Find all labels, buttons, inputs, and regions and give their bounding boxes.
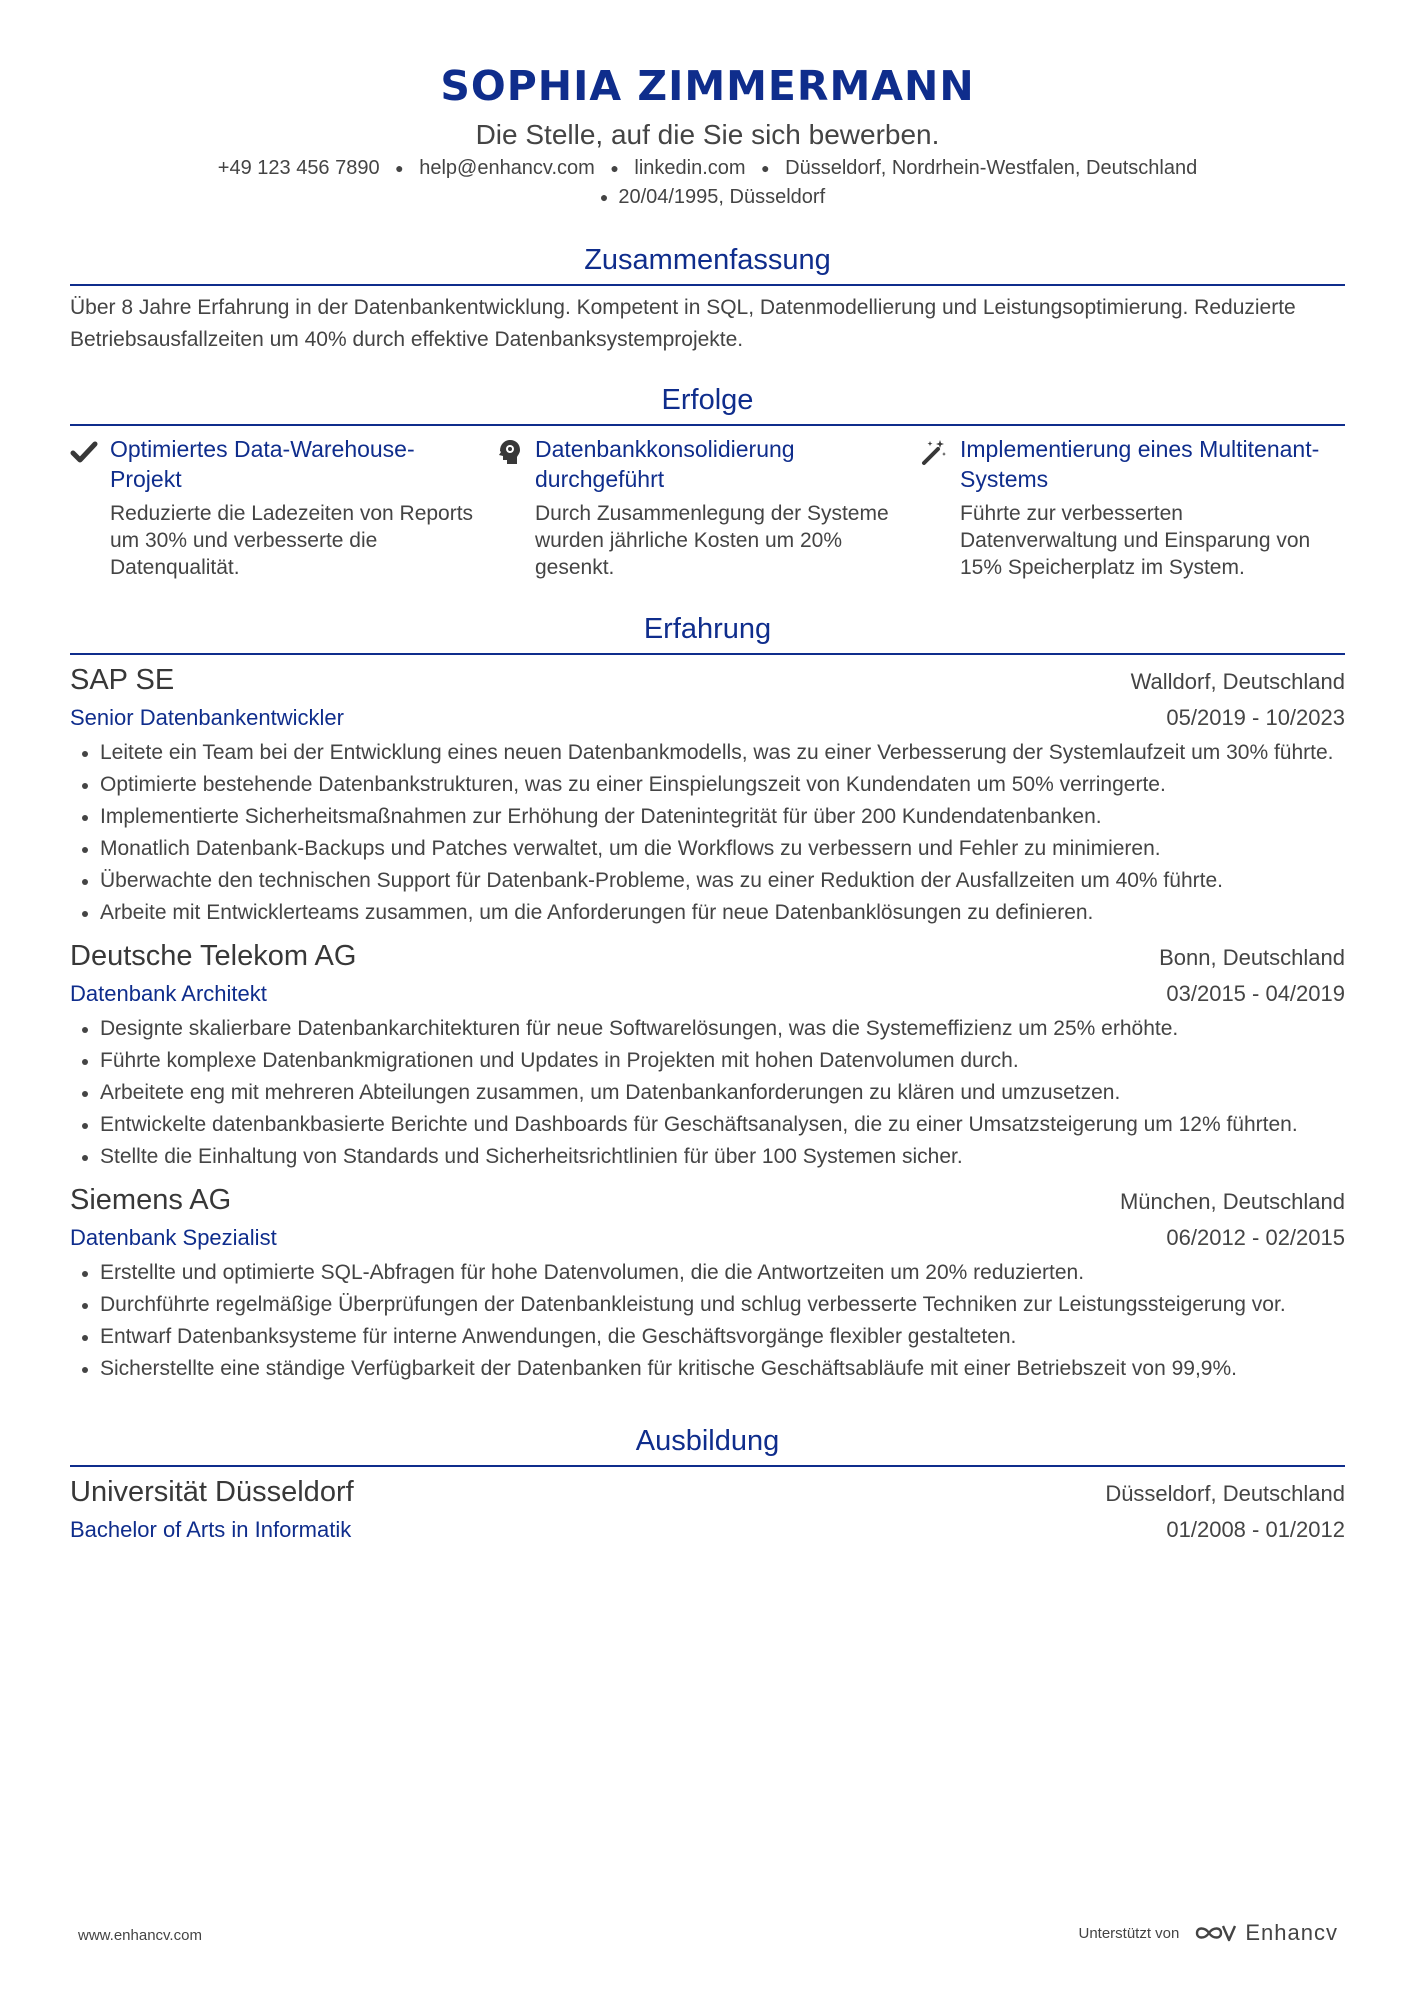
candidate-name: SOPHIA ZIMMERMANN <box>440 62 975 110</box>
separator-dot: ● <box>599 189 609 206</box>
phone: +49 123 456 7890 <box>217 157 380 179</box>
resume-header <box>70 60 1345 212</box>
company-name: Deutsche Telekom AG <box>70 940 357 973</box>
headline: Die Stelle, auf die Sie sich bewerben. <box>475 119 940 150</box>
achievement-description: Reduzierte die Ladezeiten von Reports um 30% und verbesserte die Datenqualität. <box>110 502 474 580</box>
achievement-item <box>920 434 1345 581</box>
achievement-title: Datenbankkonsolidierung durchgeführt <box>535 436 795 493</box>
contact-line-1 <box>70 154 1345 183</box>
separator-dot: ● <box>610 160 619 177</box>
bullet-item: Arbeitete eng mit mehreren Abteilungen zusammen, um Datenbankanforderungen zu klären und umzusetzen. <box>70 1077 1345 1109</box>
achievement-title: Optimiertes Data-Warehouse-Projekt <box>110 436 415 493</box>
degree: Bachelor of Arts in Informatik <box>70 1517 352 1543</box>
job-dates: 06/2012 - 02/2015 <box>1166 1225 1345 1251</box>
job-bullets <box>70 737 1345 929</box>
linkedin-link[interactable]: linkedin.com <box>634 157 746 179</box>
address: Düsseldorf, Nordrhein-Westfalen, Deutschland <box>785 157 1198 179</box>
enhancv-brand: Enhancv <box>1245 1920 1338 1945</box>
achievements-section <box>70 380 1345 581</box>
bullet-item: Sicherstellte eine ständige Verfügbarkeit der Datenbanken für kritische Geschäftsabläufe mit einer Betriebszeit von 99,9%. <box>70 1353 1345 1385</box>
bullet-item: Überwachte den technischen Support für Datenbank-Probleme, was zu einer Reduktion der Ausfallzeiten um 40% führte. <box>70 865 1345 897</box>
achievement-description: Durch Zusammenlegung der Systeme wurden jährliche Kosten um 20% gesenkt. <box>535 502 889 580</box>
job-entry <box>70 1181 1345 1385</box>
footer-branding <box>1078 1920 1338 1946</box>
bullet-item: Leitete ein Team bei der Entwicklung eines neuen Datenbankmodells, was zu einer Verbesserung der Systemlaufzeit um 30% führte. <box>70 737 1345 769</box>
bullet-item: Stellte die Einhaltung von Standards und Sicherheitsrichtlinien für über 100 Systemen sicher. <box>70 1141 1345 1173</box>
checkmark-icon <box>70 434 110 581</box>
summary-text: Über 8 Jahre Erfahrung in der Datenbankentwicklung. Kompetent in SQL, Datenmodellierung und Leistungsoptimierung. Reduzierte Betriebsausfallzeiten um 40% durch effektive Datenbanksystemprojekte. <box>70 296 1296 352</box>
separator-dot: ● <box>761 160 770 177</box>
bullet-item: Entwarf Datenbanksysteme für interne Anwendungen, die Geschäftsvorgänge flexibler gestalteten. <box>70 1321 1345 1353</box>
summary-section <box>70 240 1345 356</box>
achievements-grid <box>70 434 1345 581</box>
job-bullets <box>70 1013 1345 1173</box>
bullet-item: Durchführte regelmäßige Überprüfungen der Datenbankleistung und schlug verbesserte Techniken zur Leistungssteigerung vor. <box>70 1289 1345 1321</box>
enhancv-logo-icon <box>1193 1922 1237 1944</box>
achievement-item <box>70 434 495 581</box>
resume-page <box>70 60 1345 1995</box>
job-role: Senior Datenbankentwickler <box>70 705 344 731</box>
achievement-title: Implementierung eines Multitenant-Systems <box>960 436 1320 493</box>
education-section <box>70 1421 1345 1547</box>
job-location: Walldorf, Deutschland <box>1130 669 1345 695</box>
job-entry <box>70 661 1345 929</box>
footer-website-link[interactable]: www.enhancv.com <box>78 1927 202 1944</box>
bullet-item: Erstellte und optimierte SQL-Abfragen für hohe Datenvolumen, die die Antwortzeiten um 20% reduzierten. <box>70 1257 1345 1289</box>
section-title-summary: Zusammenfassung <box>70 240 1345 286</box>
bullet-item: Implementierte Sicherheitsmaßnahmen zur Erhöhung der Datenintegrität für über 200 Kundendatenbanken. <box>70 801 1345 833</box>
achievement-item <box>495 434 920 581</box>
bullet-item: Arbeite mit Entwicklerteams zusammen, um die Anforderungen für neue Datenbanklösungen zu definieren. <box>70 897 1345 929</box>
bullet-item: Optimierte bestehende Datenbankstrukturen, was zu einer Einspielungszeit von Kundendaten um 50% verringerte. <box>70 769 1345 801</box>
bullet-item: Entwickelte datenbankbasierte Berichte und Dashboards für Geschäftsanalysen, die zu einer Umsatzsteigerung um 12% führten. <box>70 1109 1345 1141</box>
section-title-achievements: Erfolge <box>70 380 1345 426</box>
section-title-education: Ausbildung <box>70 1421 1345 1467</box>
bullet-item: Führte komplexe Datenbankmigrationen und Updates in Projekten mit hohen Datenvolumen durch. <box>70 1045 1345 1077</box>
job-bullets <box>70 1257 1345 1385</box>
school-name: Universität Düsseldorf <box>70 1476 354 1509</box>
experience-section <box>70 609 1345 1385</box>
bullet-item: Designte skalierbare Datenbankarchitekturen für neue Softwarelösungen, was die Systemeffizienz um 25% erhöhte. <box>70 1013 1345 1045</box>
section-title-experience: Erfahrung <box>70 609 1345 655</box>
job-dates: 03/2015 - 04/2019 <box>1166 981 1345 1007</box>
school-location: Düsseldorf, Deutschland <box>1105 1481 1345 1507</box>
education-entry <box>70 1473 1345 1547</box>
achievement-description: Führte zur verbesserten Datenverwaltung und Einsparung von 15% Speicherplatz im System. <box>960 502 1311 580</box>
magic-wand-icon <box>920 434 960 581</box>
job-role: Datenbank Architekt <box>70 981 267 1007</box>
job-location: Bonn, Deutschland <box>1159 945 1345 971</box>
email-link[interactable]: help@enhancv.com <box>419 157 595 179</box>
birth-info: 20/04/1995, Düsseldorf <box>618 186 826 209</box>
company-name: SAP SE <box>70 664 175 697</box>
job-dates: 05/2019 - 10/2023 <box>1166 705 1345 731</box>
job-role: Datenbank Spezialist <box>70 1225 277 1251</box>
job-location: München, Deutschland <box>1119 1189 1345 1215</box>
education-dates: 01/2008 - 01/2012 <box>1166 1517 1345 1543</box>
bullet-item: Monatlich Datenbank-Backups und Patches verwaltet, um die Workflows zu verbessern und Fehler zu minimieren. <box>70 833 1345 865</box>
separator-dot: ● <box>395 160 404 177</box>
brain-head-icon <box>495 434 535 581</box>
job-entry <box>70 937 1345 1173</box>
company-name: Siemens AG <box>70 1184 232 1217</box>
powered-by-label: Unterstützt von <box>1078 1924 1180 1942</box>
contact-line-2 <box>70 183 1345 212</box>
